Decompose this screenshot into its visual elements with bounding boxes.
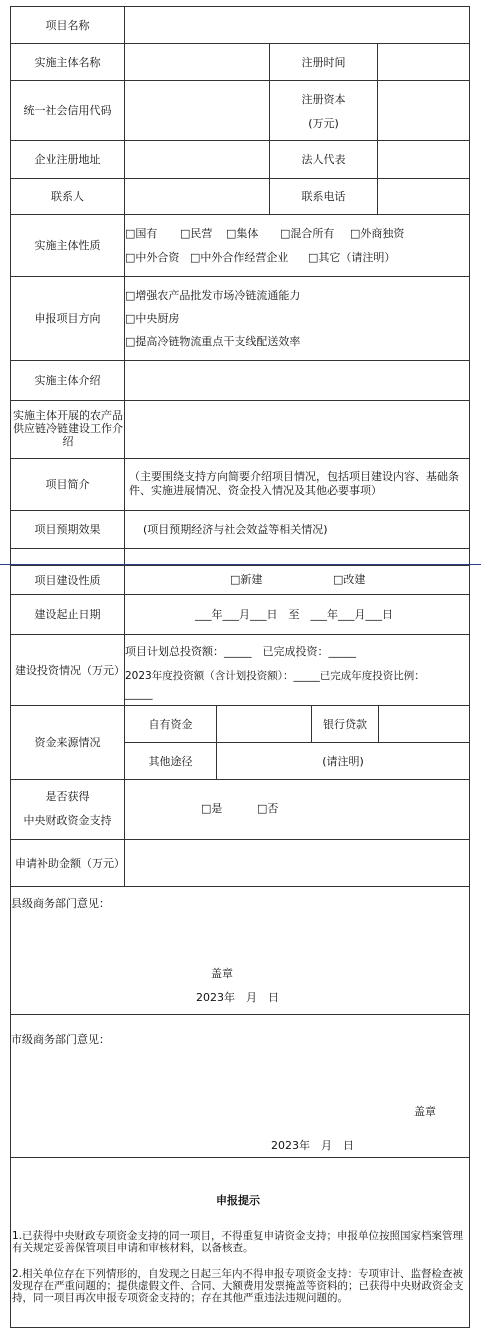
entity-nature-label: 实施主体性质 — [10, 214, 125, 277]
reg-capital-field[interactable] — [377, 80, 470, 141]
investment-label: 建设投资情况（万元） — [10, 634, 125, 706]
subsidy-amount-field[interactable] — [124, 839, 470, 887]
reg-address-label: 企业注册地址 — [10, 140, 125, 179]
phone-label: 联系电话 — [269, 178, 378, 215]
county-date: 2023年 月 日 — [196, 991, 279, 1004]
option-new-build[interactable]: □新建 — [230, 573, 263, 586]
tips-paragraph-1: 1.已获得中央财政专项资金支持的同一项目，不得重复申请资金支持；申报单位按照国家档案管理有关规定妥善保管项目申请和审核材料，以备核查。 — [12, 1230, 464, 1254]
funding-source-label: 资金来源情况 — [10, 705, 125, 780]
credit-code-field[interactable] — [124, 80, 270, 141]
entity-intro-field[interactable] — [124, 360, 470, 401]
build-dates-label: 建设起止日期 — [10, 594, 125, 635]
city-date: 2023年 月 日 — [271, 1139, 354, 1152]
bank-loan-label: 银行贷款 — [311, 705, 379, 743]
legal-rep-label: 法人代表 — [269, 140, 378, 179]
direction-wholesale[interactable]: □增强农产品批发市场冷链流通能力 — [125, 289, 301, 302]
bank-loan-field[interactable] — [378, 705, 470, 743]
direction-central-kitchen[interactable]: □中央厨房 — [125, 312, 180, 325]
tips-paragraph-2: 2.相关单位存在下列情形的，自发现之日起三年内不得申报专项资金支持：专项审计、监督检查被发现存在严重问题的；提供虚假文件、合同、大额费用发票掩盖等资料的；已获得中央财政资金支持，同一项目再次申报专项资金支持的；存在其他严重违法违规问题的。 — [12, 1268, 464, 1304]
expected-effect-label: 项目预期效果 — [10, 510, 125, 549]
project-brief-label: 项目简介 — [10, 458, 125, 511]
subsidy-amount-label: 申请补助金额（万元） — [10, 839, 125, 887]
reg-capital-label: 注册资本 (万元) — [269, 80, 378, 141]
project-name-field[interactable] — [124, 6, 470, 44]
contact-label: 联系人 — [10, 178, 125, 215]
option-no[interactable]: □否 — [257, 802, 279, 815]
phone-field[interactable] — [377, 178, 470, 215]
legal-rep-field[interactable] — [377, 140, 470, 179]
entity-name-label: 实施主体名称 — [10, 43, 125, 81]
city-opinion-box[interactable]: 市级商务部门意见： 盖章 2023年 月 日 — [10, 1014, 470, 1158]
work-intro-label: 实施主体开展的农产品供应链冷链建设工作介绍 — [10, 400, 125, 459]
other-funds-label: 其他途径 — [124, 742, 217, 780]
work-intro-field[interactable] — [124, 400, 470, 459]
project-direction-label: 申报项目方向 — [10, 276, 125, 361]
option-state-owned[interactable]: □国有 — [125, 227, 158, 240]
contact-field[interactable] — [124, 178, 270, 215]
option-mixed[interactable]: □混合所有 — [280, 227, 335, 240]
central-funding-options — [124, 779, 470, 840]
own-funds-field[interactable] — [216, 705, 312, 743]
other-funds-field[interactable]: (请注明) — [216, 742, 470, 780]
reg-time-field[interactable] — [377, 43, 470, 81]
project-brief-field[interactable]: （主要围绕支持方向简要介绍项目情况，包括项目建设内容、基础条件、实施进展情况、资金投入情况及其他必要事项） — [124, 458, 470, 511]
county-seal: 盖章 — [211, 967, 233, 980]
credit-code-label: 统一社会信用代码 — [10, 80, 125, 141]
project-name-label: 项目名称 — [10, 6, 125, 44]
option-private[interactable]: □民营 — [180, 227, 213, 240]
expected-effect-field[interactable]: (项目预期经济与社会效益等相关情况) — [124, 510, 470, 549]
city-seal: 盖章 — [414, 1105, 436, 1118]
build-dates-field[interactable]: ___年___月___日 至 ___年___月___日 — [124, 594, 470, 635]
reg-time-label: 注册时间 — [269, 43, 378, 81]
option-joint-venture[interactable]: □中外合资 — [125, 251, 180, 264]
entity-nature-options — [124, 214, 470, 277]
option-foreign-owned[interactable]: □外商独资 — [350, 227, 405, 240]
project-direction-options — [124, 276, 470, 361]
entity-name-field[interactable] — [124, 43, 270, 81]
build-nature-options — [124, 565, 470, 595]
option-yes[interactable]: □是 — [201, 802, 223, 815]
central-funding-label: 是否获得 中央财政资金支持 — [10, 779, 125, 840]
option-other[interactable]: □其它（请注明） — [308, 251, 396, 264]
reg-address-field[interactable] — [124, 140, 270, 179]
build-nature-label: 项目建设性质 — [10, 565, 125, 595]
direction-trunk-line[interactable]: □提高冷链物流重点干支线配送效率 — [125, 335, 301, 348]
entity-intro-label: 实施主体介绍 — [10, 360, 125, 401]
own-funds-label: 自有资金 — [124, 705, 217, 743]
county-opinion-box[interactable]: 县级商务部门意见： 盖章 2023年 月 日 — [10, 886, 470, 1015]
option-rebuild[interactable]: □改建 — [333, 573, 366, 586]
page-separator-line — [0, 564, 481, 565]
application-form — [10, 6, 470, 1328]
option-cooperative[interactable]: □中外合作经营企业 — [190, 251, 289, 264]
tips-title: 申报提示 — [216, 1194, 260, 1207]
investment-field[interactable]: 项目计划总投资额：_____ 已完成投资：_____ 2023年度投资额（含计划投资额）：_____已完成年度投资比例： _____ — [124, 634, 470, 706]
option-collective[interactable]: □集体 — [226, 227, 259, 240]
